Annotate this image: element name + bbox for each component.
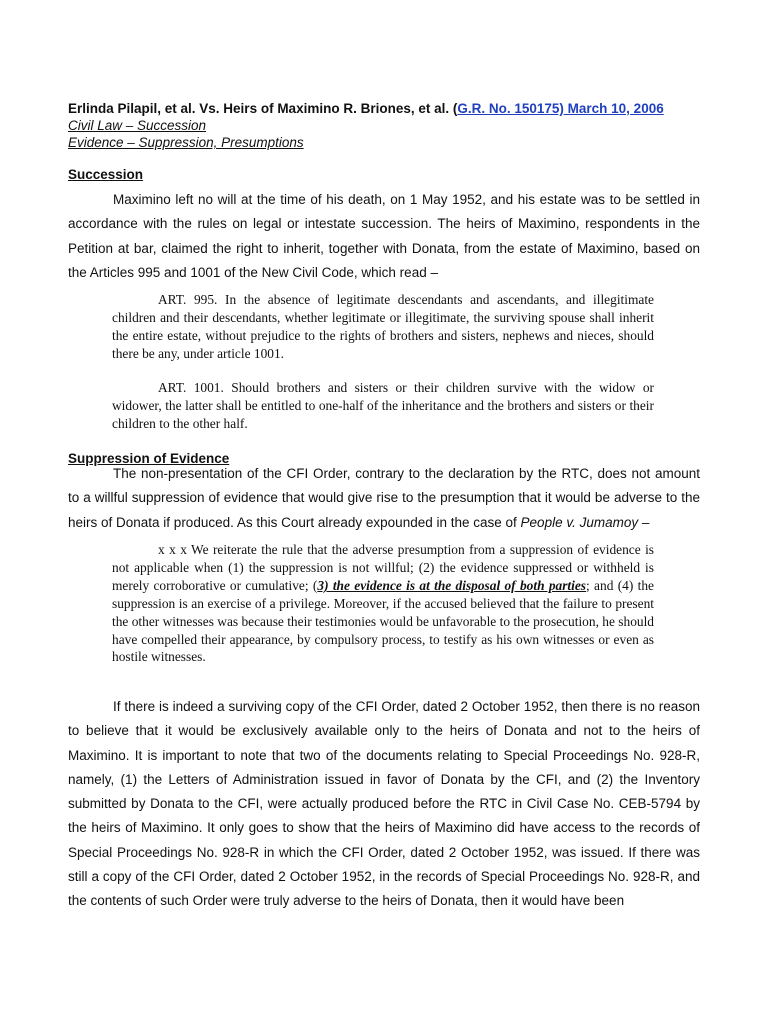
paragraph-cfi-order: If there is indeed a surviving copy of the CFI Order, dated 2 October 1952, then there is no reason to believe that it would be exclusively available only to the heirs of Donata and not to the heirs of Maximino. It is important to note that two of the documents relating to Special Proceedings No. 928-R, namely, (1) the Letters of Administration issued in favor of Donata by the CFI, and (2) the Inventory submitted by Donata to the CFI, were actually produced before the RTC in Civil Case No. CEB-5794 by the heirs of Maximino. It only goes to show that the heirs of Maximino did have access to the records of Special Proceedings No. 928-R in which the CFI Order, dated 2 October 1952, was issued. If there was still a copy of the CFI Order, dated 2 October 1952, in the records of Special Proceedings No. 928-R, and the contents of such Order were truly adverse to the heirs of Donata, then it would have been (68, 699, 700, 909)
heading-succession: Succession (68, 167, 144, 182)
topic-evidence: Evidence – Suppression, Presumptions (68, 135, 304, 150)
case-title: Erlinda Pilapil, et al. Vs. Heirs of Maximino R. Briones, et al. (G.R. No. 150175) March 10, 2006 (68, 101, 664, 116)
case-header (68, 100, 708, 151)
topic-civil-law: Civil Law – Succession (68, 118, 207, 133)
heading-suppression-of-evidence: Suppression of Evidence (68, 451, 230, 466)
quote-article-1001: ART. 1001. Should brothers and sisters or their children survive with the widow or widower, the latter shall be entitled to one-half of the inheritance and the brothers and sisters or their children to the other half. (112, 380, 654, 431)
emphasized-text: 3) the evidence is at the disposal of both parties (317, 577, 587, 593)
case-name: People v. Jumamoy (520, 514, 639, 530)
quote-jumamoy: x x x We reiterate the rule that the adverse presumption from a suppression of evidence is not applicable when (1) the suppression is not willful; (2) the evidence suppressed or withheld is merely corroborative or cumulative; (3) the evidence is at the disposal of both parties; and (4) the suppression is an exercise of a privilege. Moreover, if the accused believed that the failure to present the other witnesses was because their testimonies would be unfavorable to the prosecution, he should have compelled their appearance, by compulsory process, to testify as his own witnesses or even as hostile witnesses. (112, 542, 654, 665)
case-citation-link[interactable]: G.R. No. 150175) March 10, 2006 (457, 101, 664, 116)
paragraph-succession: Maximino left no will at the time of his death, on 1 May 1952, and his estate was to be settled in accordance with the rules on legal or intestate succession. The heirs of Maximino, respondents in the Petition at bar, claimed the right to inherit, together with Donata, from the estate of Maximino, based on the Articles 995 and 1001 of the New Civil Code, which read – (68, 192, 700, 280)
quote-article-995: ART. 995. In the absence of legitimate descendants and ascendants, and illegitimate children and their descendants, whether legitimate or illegitimate, the surviving spouse shall inherit the entire estate, without prejudice to the rights of brothers and sisters, nephews and nieces, should there be any, under article 1001. (112, 292, 654, 361)
paragraph-suppression: The non-presentation of the CFI Order, contrary to the declaration by the RTC, does not amount to a willful suppression of evidence that would give rise to the presumption that it would be adverse to the heirs of Donata if produced. As this Court already expounded in the case of People v. Jumamoy – (68, 466, 700, 530)
